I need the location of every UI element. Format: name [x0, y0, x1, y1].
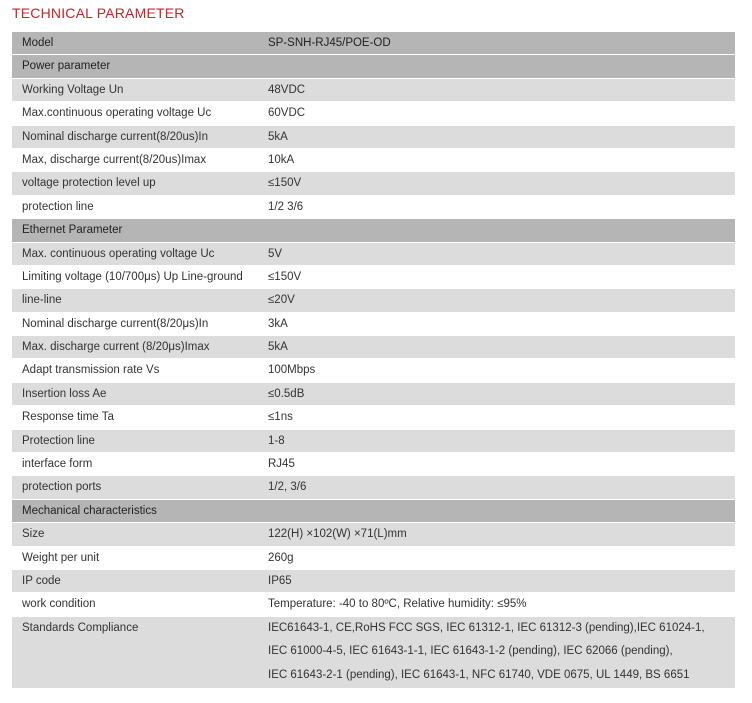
row-value: 60VDC — [268, 107, 306, 120]
table-row — [12, 570, 735, 593]
table-row — [12, 149, 735, 172]
standards-line: IEC 61000-4-5, IEC 61643-1-1, IEC 61643-1-2 (pending), IEC 62066 (pending), — [268, 645, 673, 658]
row-label: Max, discharge current(8/20us)Imax — [22, 153, 207, 166]
table-row — [12, 243, 735, 266]
row-value: 5kA — [268, 341, 288, 354]
table-row — [12, 79, 735, 102]
row-value: 48VDC — [268, 83, 306, 96]
table-row — [12, 126, 735, 149]
row-value: RJ45 — [268, 458, 295, 471]
parameter-table — [12, 32, 735, 689]
row-value: 5V — [268, 247, 283, 260]
row-value: SP-SNH-RJ45/POE-OD — [268, 37, 391, 49]
row-label: protection ports — [22, 481, 102, 494]
row-value: 1/2 3/6 — [268, 200, 304, 213]
page-title: TECHNICAL PARAMETER — [12, 5, 185, 21]
row-label: work condition — [22, 598, 96, 611]
row-label: Nominal discharge current(8/20us)In — [22, 130, 209, 143]
row-value: 10kA — [268, 153, 295, 166]
table-row — [12, 593, 735, 616]
table-row — [12, 289, 735, 312]
row-value: ≤1ns — [268, 411, 293, 424]
row-value — [256, 617, 735, 688]
table-row — [12, 266, 735, 289]
row-value: 122(H) ×102(W) ×71(L)mm — [268, 528, 407, 541]
row-label: line-line — [22, 294, 62, 307]
table-row — [12, 453, 735, 476]
row-label: protection line — [22, 200, 94, 213]
row-label: Adapt transmission rate Vs — [22, 364, 160, 377]
section-title: Power parameter — [22, 60, 111, 73]
table-row — [12, 196, 735, 219]
section-header-mechanical — [12, 500, 735, 523]
row-label: voltage protection level up — [22, 177, 156, 190]
row-label: interface form — [22, 458, 93, 471]
table-row — [12, 336, 735, 359]
row-value: ≤150V — [268, 270, 302, 283]
row-label: Standards Compliance — [22, 621, 139, 634]
row-label: Model — [22, 37, 54, 49]
row-value: 5kA — [268, 130, 288, 143]
row-value: 1-8 — [268, 434, 285, 447]
row-label: Response time Ta — [22, 411, 114, 424]
table-row — [12, 523, 735, 546]
section-title: Mechanical characteristics — [22, 504, 157, 517]
row-label: Protection line — [22, 434, 95, 447]
table-row — [12, 406, 735, 429]
row-value: 260g — [268, 551, 294, 564]
table-row — [12, 383, 735, 406]
table-row — [12, 476, 735, 499]
row-label: Nominal discharge current(8/20μs)In — [22, 317, 209, 330]
row-label: Size — [22, 528, 45, 541]
standards-line: IEC 61643-2-1 (pending), IEC 61643-1, NFC 61740, VDE 0675, UL 1449, BS 6651 — [268, 668, 690, 681]
row-value: 3kA — [268, 317, 288, 330]
table-row — [12, 172, 735, 195]
section-title: Ethernet Parameter — [22, 224, 123, 237]
table-row-standards — [12, 617, 735, 689]
row-value: Temperature: -40 to 80ºC, Relative humidity: ≤95% — [268, 598, 527, 611]
section-header-power — [12, 55, 735, 78]
row-value: 100Mbps — [268, 364, 316, 377]
row-label: Limiting voltage (10/700μs) Up Line-ground — [22, 270, 243, 283]
table-row — [12, 359, 735, 382]
row-label: Max. discharge current (8/20μs)Imax — [22, 341, 210, 354]
row-label: Insertion loss Ae — [22, 387, 107, 400]
row-value: ≤0.5dB — [268, 387, 305, 400]
row-value: ≤20V — [268, 294, 295, 307]
row-value: 1/2, 3/6 — [268, 481, 307, 494]
table-row — [12, 102, 735, 125]
section-header-ethernet — [12, 219, 735, 242]
row-label: Max.continuous operating voltage Uc — [22, 107, 212, 120]
table-row-model — [12, 32, 735, 55]
row-label: Working Voltage Un — [22, 83, 124, 96]
table-row — [12, 547, 735, 570]
row-label: Weight per unit — [22, 551, 100, 564]
row-value: IP65 — [268, 574, 292, 587]
standards-line: IEC61643-1, CE,RoHS FCC SGS, IEC 61312-1, IEC 61312-3 (pending),IEC 61024-1, — [268, 621, 705, 634]
table-row — [12, 430, 735, 453]
row-label: Max. continuous operating voltage Uc — [22, 247, 215, 260]
table-row — [12, 313, 735, 336]
row-value: ≤150V — [268, 177, 302, 190]
row-label: IP code — [22, 574, 61, 587]
